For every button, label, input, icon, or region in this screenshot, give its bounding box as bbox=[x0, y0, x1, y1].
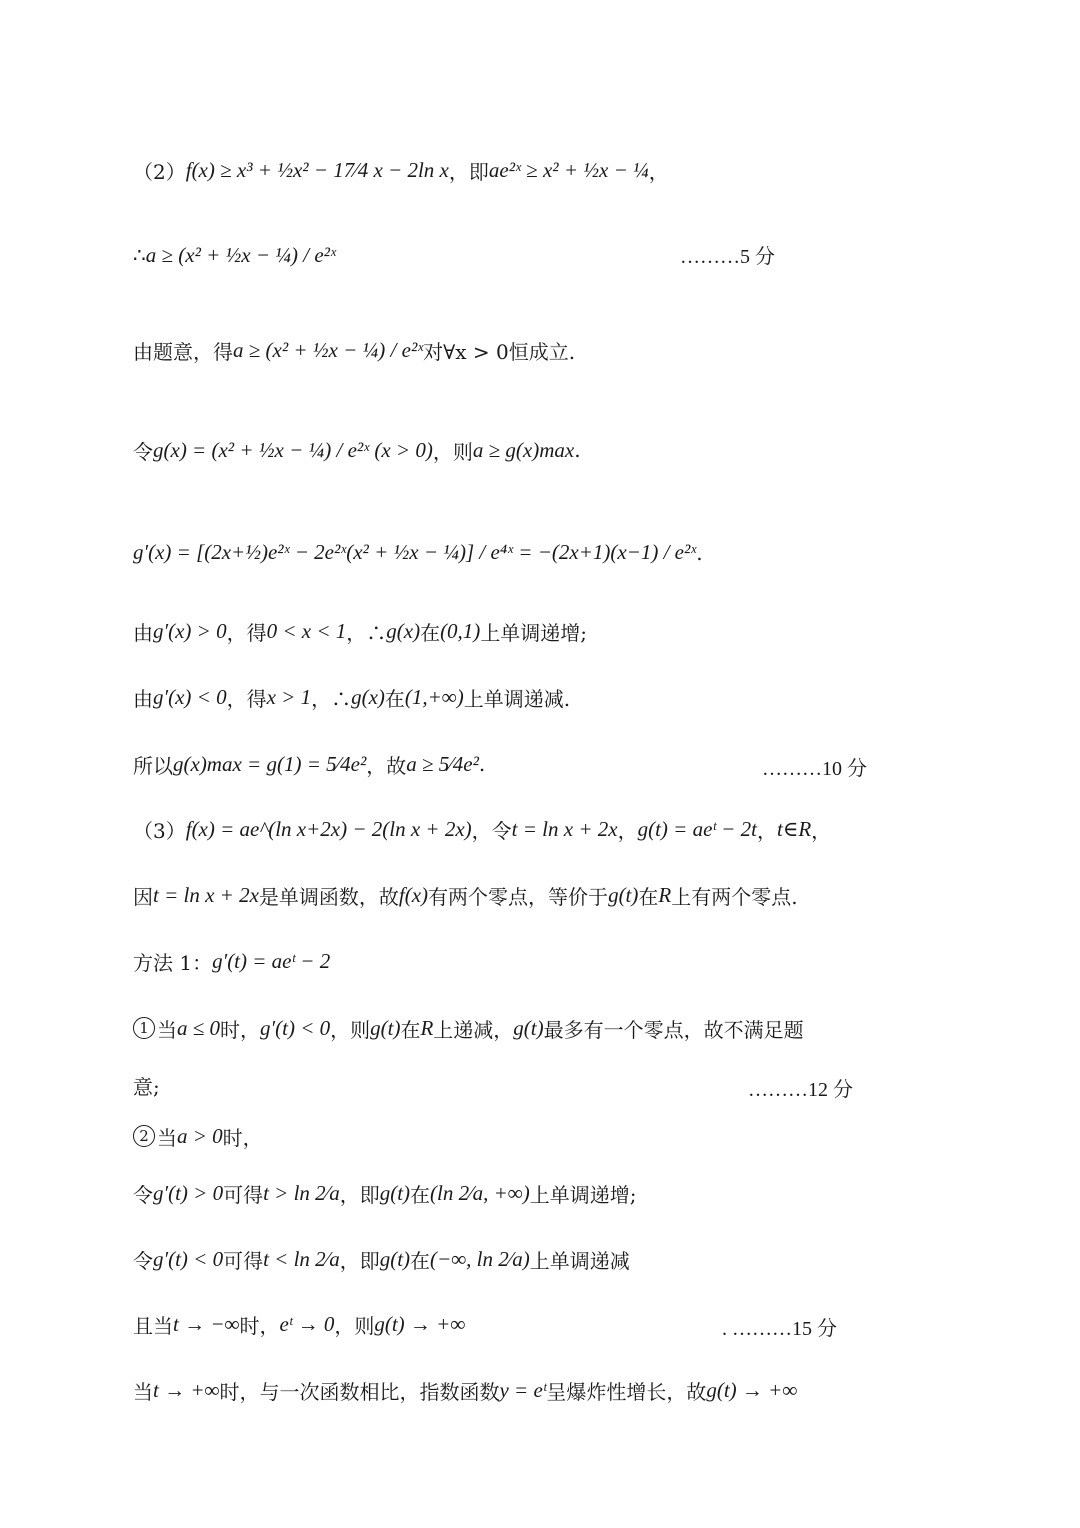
part3-line2 bbox=[133, 874, 1020, 916]
part-label: （3） bbox=[133, 818, 186, 843]
text: ，则 bbox=[334, 1313, 375, 1338]
text: 当 bbox=[133, 1379, 153, 1404]
interval: (1,+∞) bbox=[404, 684, 464, 709]
text: 由 bbox=[133, 686, 153, 711]
therefore-symbol: ∴ bbox=[133, 243, 146, 267]
circled-number: 2 bbox=[133, 1125, 155, 1147]
text: 可得 bbox=[223, 1182, 264, 1207]
text: ， bbox=[617, 818, 638, 843]
text: 在 bbox=[410, 1182, 431, 1207]
domain: t∈R bbox=[776, 816, 812, 841]
domain: R bbox=[658, 882, 672, 907]
method1-line bbox=[133, 940, 1020, 982]
case2-line bbox=[133, 1118, 1020, 1154]
text: 对∀x > 0恒成立. bbox=[423, 339, 576, 364]
inequality-formula: a ≥ (x² + ½x − ¼) / e²ˣ bbox=[145, 242, 336, 267]
derivative-formula: g′(x) = [(2x+½)e²ˣ − 2e²ˣ(x² + ½x − ¼)] / e⁴ˣ = −(2x+1)(x−1) / e²ˣ bbox=[133, 540, 697, 564]
inequality-formula: f(x) ≥ x³ + ½x² − 17⁄4 x − 2ln x bbox=[185, 157, 449, 182]
text: ， bbox=[756, 818, 777, 843]
limit-condition: t → −∞ bbox=[173, 1311, 240, 1336]
function-symbol: g(t) bbox=[379, 1180, 411, 1205]
function-formula: f(x) = ae^(ln x+2x) − 2(ln x + 2x) bbox=[185, 816, 472, 841]
part2-line6 bbox=[133, 610, 1020, 652]
text: 上单调递增; bbox=[529, 1182, 637, 1207]
interval: (ln 2⁄a, +∞) bbox=[430, 1180, 530, 1205]
case-condition: a ≤ 0 bbox=[177, 1015, 221, 1040]
limit-result: g(t) → +∞ bbox=[374, 1311, 466, 1336]
score-marker: ………12 分 bbox=[748, 1079, 853, 1101]
text: 且当 bbox=[133, 1313, 173, 1338]
text: 令 bbox=[133, 439, 153, 464]
limit-result: eᵗ → 0 bbox=[279, 1311, 335, 1336]
text: 呈爆炸性增长，故 bbox=[546, 1379, 707, 1404]
text: . bbox=[478, 752, 486, 776]
part2-line5 bbox=[133, 515, 1020, 590]
inequality-formula: ae²ˣ ≥ x² + ½x − ¼ bbox=[488, 157, 649, 182]
part2-line8 bbox=[133, 738, 1020, 790]
case1-continuation bbox=[133, 1067, 1020, 1103]
function-definition: g(t) = aeᵗ − 2t bbox=[637, 816, 757, 841]
text: ，令 bbox=[471, 818, 512, 843]
domain: R bbox=[420, 1015, 434, 1040]
text: 在 bbox=[400, 1017, 421, 1042]
inequality-formula: a ≥ g(x)max bbox=[472, 437, 575, 462]
threshold-inequality: t < ln 2⁄a bbox=[263, 1246, 340, 1271]
part2-line3 bbox=[133, 320, 1020, 380]
text: ，得 bbox=[226, 686, 267, 711]
text: ，则 bbox=[432, 439, 473, 464]
part2-line4 bbox=[133, 420, 1020, 480]
substitution: t = ln x + 2x bbox=[511, 816, 618, 841]
function-symbol: g(t) bbox=[379, 1246, 411, 1271]
text: 时， bbox=[220, 1017, 261, 1042]
text: ， bbox=[811, 818, 832, 843]
text: 上单调递增; bbox=[480, 620, 588, 645]
text: 当 bbox=[157, 1017, 177, 1042]
limit-line-2 bbox=[133, 1370, 1020, 1410]
part3-line1 bbox=[133, 808, 1020, 850]
score-marker: ………10 分 bbox=[762, 758, 867, 780]
function-symbol: g(t) bbox=[608, 882, 639, 907]
decreasing-line bbox=[133, 1234, 1020, 1284]
derivative-inequality: g′(t) < 0 bbox=[260, 1015, 331, 1040]
derivative-inequality: g′(t) > 0 bbox=[153, 1180, 224, 1205]
part2-line2 bbox=[133, 225, 1020, 285]
interval-condition: 0 < x < 1 bbox=[266, 618, 347, 643]
text: 由题意，得 bbox=[133, 339, 233, 364]
text: 上单调递减. bbox=[463, 686, 571, 711]
part-label: （2） bbox=[133, 159, 186, 184]
text: ，即 bbox=[448, 159, 489, 184]
derivative-inequality: g′(x) < 0 bbox=[153, 684, 227, 709]
text: ，故 bbox=[366, 753, 407, 778]
text: ，∴ bbox=[311, 686, 352, 711]
text: 因 bbox=[133, 884, 153, 909]
derivative-inequality: g′(t) < 0 bbox=[153, 1246, 224, 1271]
part2-line7 bbox=[133, 676, 1020, 718]
derivative-inequality: g′(x) > 0 bbox=[153, 618, 227, 643]
text: 时， bbox=[239, 1313, 280, 1338]
function-symbol: f(x) bbox=[398, 882, 429, 907]
exponential-function: y = eᵗ bbox=[499, 1377, 547, 1402]
text: 令 bbox=[133, 1248, 153, 1273]
text: 时，与一次函数相比，指数函数 bbox=[219, 1379, 500, 1404]
text: ， bbox=[648, 159, 669, 184]
text: 所以 bbox=[133, 753, 173, 778]
text: 上单调递减 bbox=[529, 1248, 630, 1273]
text: 当 bbox=[157, 1125, 177, 1150]
text: 时， bbox=[222, 1125, 263, 1150]
interval: (0,1) bbox=[440, 618, 481, 643]
function-symbol: g(t) bbox=[513, 1015, 544, 1040]
text: ，∴ bbox=[346, 620, 387, 645]
score-marker: . ………15 分 bbox=[722, 1318, 837, 1340]
text: 上递减， bbox=[433, 1017, 514, 1042]
inequality-formula: a ≥ (x² + ½x − ¼) / e²ˣ bbox=[233, 337, 424, 362]
limit-condition: t → +∞ bbox=[153, 1377, 220, 1402]
text: 在 bbox=[420, 620, 441, 645]
case1-line bbox=[133, 1007, 1020, 1049]
text: 意; bbox=[133, 1074, 160, 1099]
text: . bbox=[574, 438, 581, 462]
text: ，即 bbox=[339, 1248, 380, 1273]
text: ，即 bbox=[339, 1182, 380, 1207]
circled-number: 1 bbox=[133, 1017, 155, 1039]
substitution: t = ln x + 2x bbox=[153, 882, 259, 907]
text: 上有两个零点. bbox=[671, 884, 798, 909]
limit-line-1 bbox=[133, 1304, 1020, 1344]
text: 最多有一个零点，故不满足题 bbox=[543, 1017, 804, 1042]
part2-line1 bbox=[133, 145, 1020, 195]
text: 令 bbox=[133, 1182, 153, 1207]
function-symbol: g(x) bbox=[386, 618, 421, 643]
interval: (−∞, ln 2⁄a) bbox=[430, 1246, 530, 1271]
function-definition: g(x) = (x² + ½x − ¼) / e²ˣ (x > 0) bbox=[153, 437, 433, 462]
text: ，则 bbox=[330, 1017, 371, 1042]
inequality-formula: a ≥ 5⁄4e² bbox=[406, 751, 479, 776]
text: 在 bbox=[384, 686, 405, 711]
method-label: 方法 1： bbox=[133, 950, 213, 975]
case-condition: a > 0 bbox=[177, 1123, 223, 1148]
text: 可得 bbox=[223, 1248, 264, 1273]
interval-condition: x > 1 bbox=[266, 684, 312, 709]
max-value-formula: g(x)max = g(1) = 5⁄4e² bbox=[173, 751, 367, 776]
text: 是单调函数，故 bbox=[258, 884, 399, 909]
limit-result: g(t) → +∞ bbox=[706, 1377, 798, 1402]
threshold-inequality: t > ln 2⁄a bbox=[263, 1180, 340, 1205]
text: 有两个零点，等价于 bbox=[428, 884, 609, 909]
derivative-formula: g′(t) = aeᵗ − 2 bbox=[212, 948, 331, 973]
text: 在 bbox=[410, 1248, 431, 1273]
increasing-line bbox=[133, 1168, 1020, 1218]
score-marker: ………5 分 bbox=[680, 246, 775, 268]
function-symbol: g(x) bbox=[351, 684, 385, 709]
text: ，得 bbox=[226, 620, 267, 645]
text: 由 bbox=[133, 620, 153, 645]
text: 在 bbox=[638, 884, 659, 909]
function-symbol: g(t) bbox=[370, 1015, 401, 1040]
text: . bbox=[696, 540, 703, 565]
